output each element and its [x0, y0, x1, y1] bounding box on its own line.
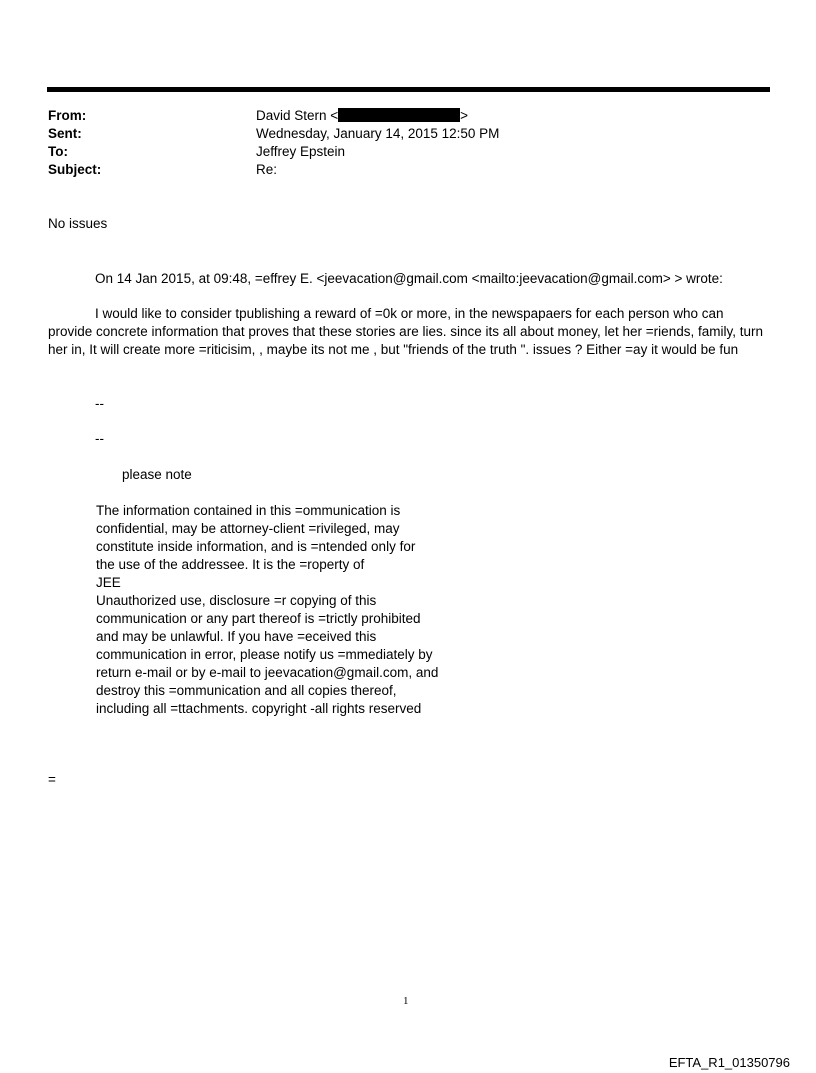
disclaimer-line: including all =ttachments. copyright -all rights reserved: [96, 701, 422, 716]
to-label: To:: [48, 144, 68, 159]
redaction-bar: [338, 108, 460, 122]
from-label: From:: [48, 108, 87, 123]
disclaimer-line: confidential, may be attorney-client =rivileged, may: [96, 521, 400, 536]
sent-value: Wednesday, January 14, 2015 12:50 PM: [256, 126, 500, 141]
from-name: David Stern <: [256, 108, 339, 123]
from-value: [256, 107, 468, 125]
reply-text: No issues: [48, 216, 108, 231]
quote-body: I would like to consider tpublishing a reward of =0k or more, in the newspapaers for each person who can provide concrete information that proves that these stories are lies. since its all about money, let her =riends, family, turn her in, It will create more =riticisim, , maybe its not me , but "friends of the truth ". issues ? Either =ay it would be fun: [48, 306, 763, 357]
disclaimer-line: constitute inside information, and is =ntended only for: [96, 539, 416, 554]
header-rule: [47, 87, 770, 92]
to-value: Jeffrey Epstein: [256, 144, 346, 159]
separator-1: --: [95, 396, 104, 411]
disclaimer-line: and may be unlawful. If you have =eceived this: [96, 629, 377, 644]
disclaimer-line: the use of the addressee. It is the =roperty of: [96, 557, 365, 572]
disclaimer-line: The information contained in this =ommunication is: [96, 503, 401, 518]
bates-number: EFTA_R1_01350796: [668, 1055, 790, 1070]
disclaimer-line: Unauthorized use, disclosure =r copying of this: [96, 593, 377, 608]
subject-value: Re:: [256, 162, 278, 177]
trailing-equals: =: [48, 772, 56, 787]
subject-label: Subject:: [48, 162, 102, 177]
disclaimer-block: [96, 502, 456, 718]
disclaimer-line: JEE: [96, 575, 121, 590]
page-number: 1: [403, 995, 409, 1007]
disclaimer-line: communication in error, please notify us =mmediately by: [96, 647, 433, 662]
disclaimer-line: destroy this =ommunication and all copies thereof,: [96, 683, 397, 698]
from-suffix: >: [460, 108, 469, 123]
separator-2: --: [95, 431, 104, 446]
disclaimer-line: communication or any part thereof is =trictly prohibited: [96, 611, 421, 626]
disclaimer-line: return e-mail or by e-mail to jeevacation@gmail.com, and: [96, 665, 439, 680]
note-heading: please note: [122, 467, 192, 482]
sent-label: Sent:: [48, 126, 82, 141]
quote-intro: On 14 Jan 2015, at 09:48, =effrey E. <jeevacation@gmail.com <mailto:jeevacation@gmail.com> > wrote:: [95, 271, 723, 286]
